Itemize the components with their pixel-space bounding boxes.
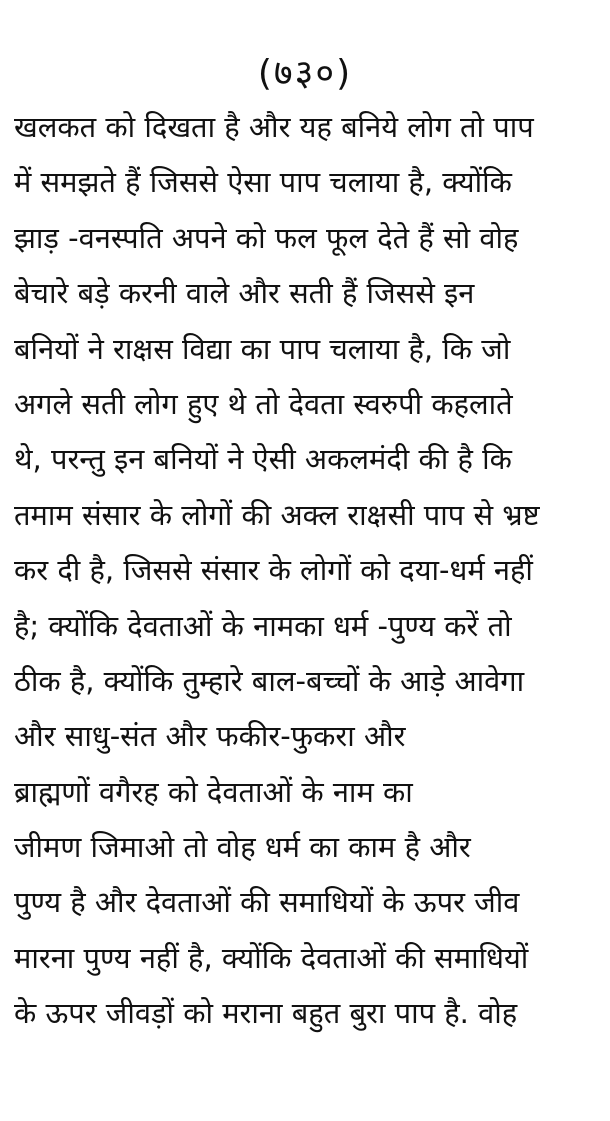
page-number: (७३०) bbox=[257, 53, 353, 94]
text-line: में समझते हैं जिससे ऐसा पाप चलाया है, क्योंकि bbox=[14, 165, 512, 200]
text-line: पुण्य है और देवताओं की समाधियों के ऊपर जीव bbox=[14, 885, 520, 920]
text-line: ठीक है, क्योंकि तुम्हारे बाल-बच्चों के आड़े आवेगा bbox=[14, 663, 525, 698]
text-line: जीमण जिमाओ तो वोह धर्म का काम है और bbox=[14, 830, 471, 865]
text-line: कर दी है, जिससे संसार के लोगों को दया-धर्म नहीं bbox=[14, 553, 533, 588]
text-line: तमाम संसार के लोगों की अक्ल राक्षसी पाप से भ्रष्ट bbox=[14, 497, 540, 532]
text-line: खलकत को दिखता है और यह बनिये लोग तो पाप bbox=[14, 110, 534, 144]
text-line: ब्राह्मणों वगैरह को देवताओं के नाम का bbox=[14, 774, 413, 809]
text-line: है; क्योंकि देवताओं के नामका धर्म -पुण्य करें तो bbox=[14, 608, 512, 643]
text-line: थे, परन्तु इन बनियों ने ऐसी अकलमंदी की है कि bbox=[14, 442, 512, 477]
text-line: मारना पुण्य नहीं है, क्योंकि देवताओं की समाधियों bbox=[14, 940, 529, 975]
text-line: बनियों ने राक्षस विद्या का पाप चलाया है, कि जो bbox=[14, 331, 511, 366]
text-line: अगले सती लोग हुए थे तो देवता स्वरुपी कहलाते bbox=[14, 386, 513, 421]
body-text bbox=[14, 100, 598, 1042]
text-line: झाड़ -वनस्पति अपने को फल फूल देते हैं सो वोह bbox=[14, 220, 519, 255]
text-line: के ऊपर जीवड़ों को मराना बहुत बुरा पाप है. वोह bbox=[14, 996, 518, 1031]
text-line: और साधु-संत और फकीर-फुकरा और bbox=[14, 719, 406, 754]
text-line: बेचारे बड़े करनी वाले और सती हैं जिससे इन bbox=[14, 276, 475, 311]
